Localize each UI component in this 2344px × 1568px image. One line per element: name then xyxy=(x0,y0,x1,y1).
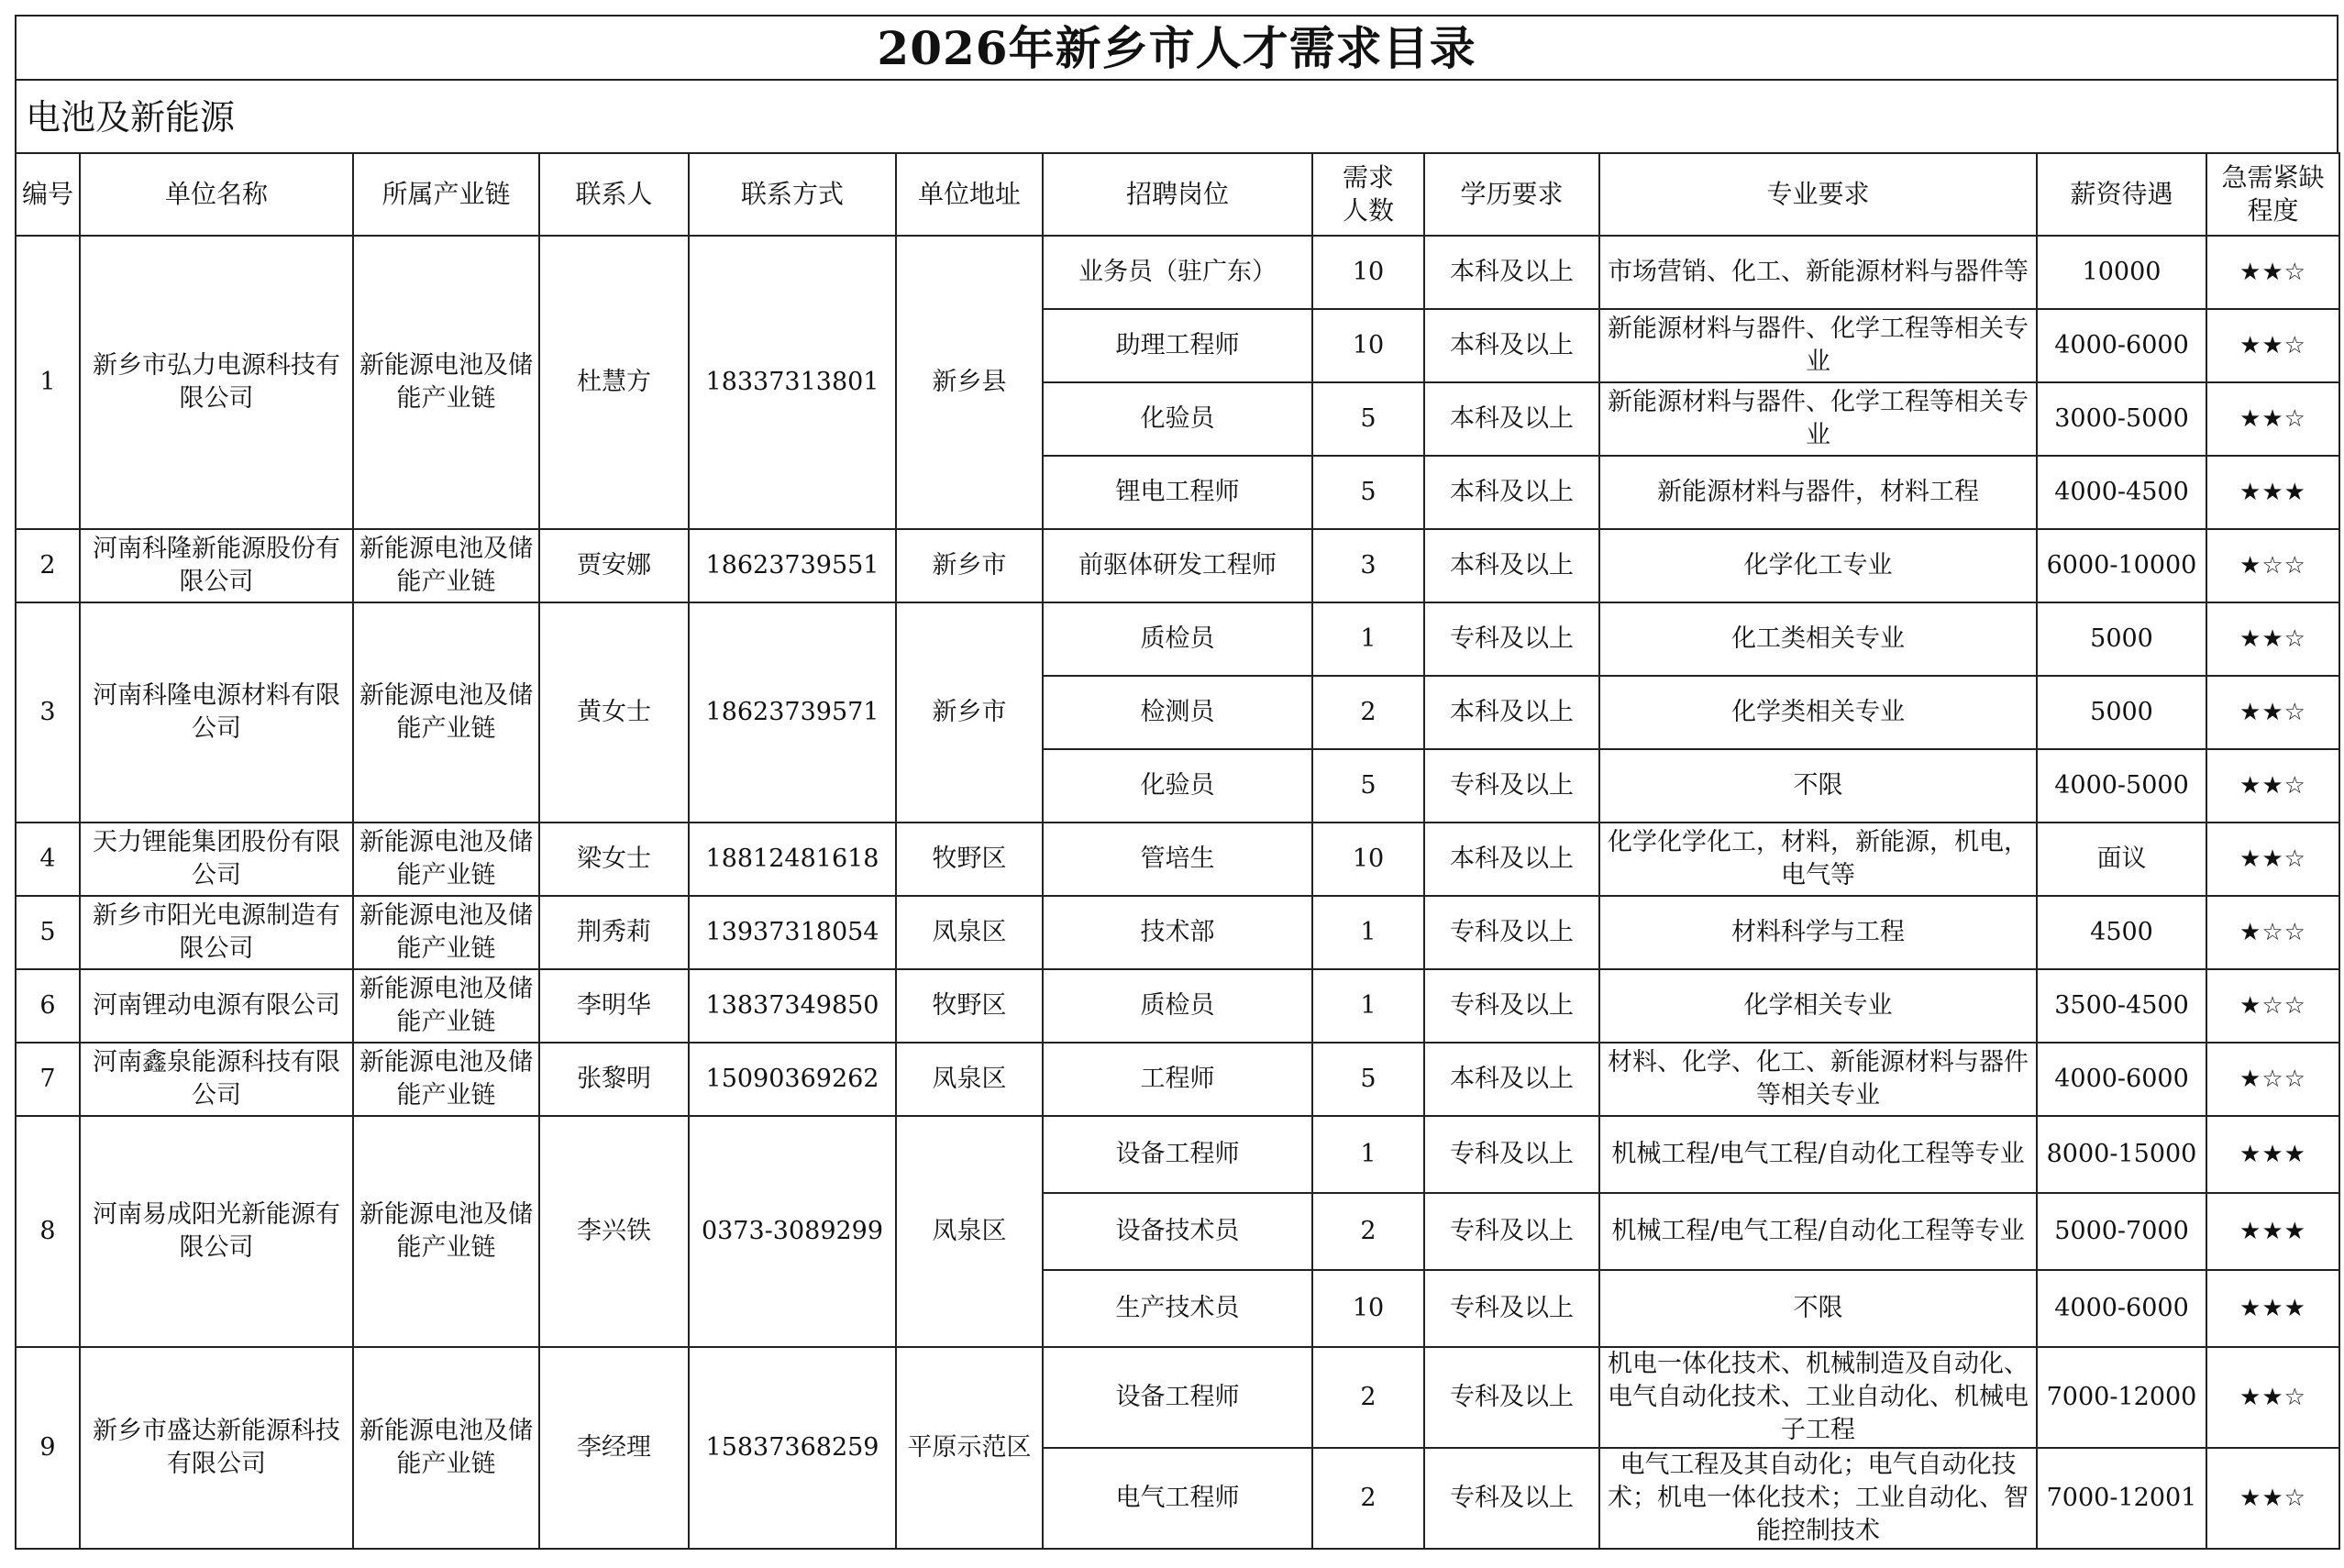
job-count: 2 xyxy=(1312,1193,1424,1270)
job-post: 质检员 xyxy=(1043,969,1312,1043)
job-urgency: ★★★ xyxy=(2206,1193,2339,1270)
job-post: 生产技术员 xyxy=(1043,1270,1312,1347)
table-row xyxy=(16,969,2339,1043)
company-number: 4 xyxy=(16,823,80,896)
job-urgency: ★★☆ xyxy=(2206,602,2339,676)
job-post: 技术部 xyxy=(1043,896,1312,969)
contact-person: 黄女士 xyxy=(539,602,689,823)
company-address: 新乡市 xyxy=(896,602,1043,823)
job-salary: 5000 xyxy=(2037,602,2206,676)
company-number: 2 xyxy=(16,529,80,602)
industry-chain: 新能源电池及储能产业链 xyxy=(353,602,539,823)
header-col-post: 招聘岗位 xyxy=(1043,153,1312,236)
contact-person: 李兴铁 xyxy=(539,1116,689,1347)
job-count: 10 xyxy=(1312,823,1424,896)
job-count: 5 xyxy=(1312,382,1424,456)
company-name: 新乡市弘力电源科技有限公司 xyxy=(80,236,353,529)
job-urgency: ★☆☆ xyxy=(2206,1043,2339,1116)
job-major: 化学化工专业 xyxy=(1599,529,2037,602)
contact-phone: 0373-3089299 xyxy=(689,1116,896,1347)
job-post: 检测员 xyxy=(1043,676,1312,749)
job-salary: 4000-6000 xyxy=(2037,1270,2206,1347)
table-row xyxy=(16,896,2339,969)
job-salary: 10000 xyxy=(2037,236,2206,309)
job-major: 机械工程/电气工程/自动化工程等专业 xyxy=(1599,1193,2037,1270)
contact-person: 李经理 xyxy=(539,1347,689,1549)
job-major: 电气工程及其自动化；电气自动化技术；机电一体化技术；工业自动化、智能控制技术 xyxy=(1599,1448,2037,1549)
contact-phone: 15090369262 xyxy=(689,1043,896,1116)
table-row xyxy=(16,823,2339,896)
job-education: 专科及以上 xyxy=(1424,749,1599,823)
contact-person: 张黎明 xyxy=(539,1043,689,1116)
header-col-company: 单位名称 xyxy=(80,153,353,236)
job-post: 设备工程师 xyxy=(1043,1116,1312,1193)
contact-phone: 15837368259 xyxy=(689,1347,896,1549)
job-salary: 6000-10000 xyxy=(2037,529,2206,602)
job-urgency: ★★☆ xyxy=(2206,1448,2339,1549)
job-count: 10 xyxy=(1312,236,1424,309)
job-count: 1 xyxy=(1312,896,1424,969)
contact-person: 贾安娜 xyxy=(539,529,689,602)
contact-phone: 18623739571 xyxy=(689,602,896,823)
job-education: 本科及以上 xyxy=(1424,676,1599,749)
company-number: 8 xyxy=(16,1116,80,1347)
industry-chain: 新能源电池及储能产业链 xyxy=(353,236,539,529)
job-urgency: ★★★ xyxy=(2206,456,2339,529)
job-post: 电气工程师 xyxy=(1043,1448,1312,1549)
table-body xyxy=(16,236,2339,1549)
company-address: 凤泉区 xyxy=(896,1116,1043,1347)
job-count: 1 xyxy=(1312,969,1424,1043)
company-number: 6 xyxy=(16,969,80,1043)
job-major: 新能源材料与器件，材料工程 xyxy=(1599,456,2037,529)
company-number: 1 xyxy=(16,236,80,529)
job-salary: 7000-12001 xyxy=(2037,1448,2206,1549)
job-count: 2 xyxy=(1312,676,1424,749)
industry-chain: 新能源电池及储能产业链 xyxy=(353,1043,539,1116)
job-count: 2 xyxy=(1312,1448,1424,1549)
header-col-contact: 联系人 xyxy=(539,153,689,236)
job-salary: 5000 xyxy=(2037,676,2206,749)
job-education: 本科及以上 xyxy=(1424,309,1599,382)
job-count: 1 xyxy=(1312,1116,1424,1193)
company-name: 新乡市盛达新能源科技有限公司 xyxy=(80,1347,353,1549)
job-count: 5 xyxy=(1312,456,1424,529)
job-salary: 4500 xyxy=(2037,896,2206,969)
table-row xyxy=(16,1043,2339,1116)
company-number: 7 xyxy=(16,1043,80,1116)
job-urgency: ★★☆ xyxy=(2206,236,2339,309)
job-salary: 8000-15000 xyxy=(2037,1116,2206,1193)
company-address: 平原示范区 xyxy=(896,1347,1043,1549)
industry-chain: 新能源电池及储能产业链 xyxy=(353,969,539,1043)
header-col-salary: 薪资待遇 xyxy=(2037,153,2206,236)
header-col-address: 单位地址 xyxy=(896,153,1043,236)
job-education: 专科及以上 xyxy=(1424,1448,1599,1549)
job-count: 3 xyxy=(1312,529,1424,602)
company-number: 5 xyxy=(16,896,80,969)
company-name: 天力锂能集团股份有限公司 xyxy=(80,823,353,896)
job-post: 设备技术员 xyxy=(1043,1193,1312,1270)
company-name: 河南科隆电源材料有限公司 xyxy=(80,602,353,823)
job-count: 5 xyxy=(1312,749,1424,823)
contact-person: 杜慧方 xyxy=(539,236,689,529)
header-col-number: 编号 xyxy=(16,153,80,236)
company-address: 牧野区 xyxy=(896,969,1043,1043)
company-address: 牧野区 xyxy=(896,823,1043,896)
job-education: 本科及以上 xyxy=(1424,529,1599,602)
company-name: 河南锂动电源有限公司 xyxy=(80,969,353,1043)
job-major: 市场营销、化工、新能源材料与器件等 xyxy=(1599,236,2037,309)
job-education: 专科及以上 xyxy=(1424,969,1599,1043)
header-col-urgency: 急需紧缺 程度 xyxy=(2206,153,2339,236)
job-urgency: ★★☆ xyxy=(2206,1347,2339,1448)
header-col-education: 学历要求 xyxy=(1424,153,1599,236)
job-major: 材料科学与工程 xyxy=(1599,896,2037,969)
table-row xyxy=(16,602,2339,676)
job-post: 质检员 xyxy=(1043,602,1312,676)
job-education: 本科及以上 xyxy=(1424,456,1599,529)
header-col-chain: 所属产业链 xyxy=(353,153,539,236)
job-education: 本科及以上 xyxy=(1424,1043,1599,1116)
industry-chain: 新能源电池及储能产业链 xyxy=(353,529,539,602)
job-major: 化工类相关专业 xyxy=(1599,602,2037,676)
job-education: 专科及以上 xyxy=(1424,1193,1599,1270)
header-row xyxy=(16,153,2339,236)
job-education: 本科及以上 xyxy=(1424,823,1599,896)
job-major: 机电一体化技术、机械制造及自动化、电气自动化技术、工业自动化、机械电子工程 xyxy=(1599,1347,2037,1448)
job-education: 本科及以上 xyxy=(1424,236,1599,309)
company-address: 凤泉区 xyxy=(896,1043,1043,1116)
spreadsheet xyxy=(15,15,2338,1550)
contact-person: 荆秀莉 xyxy=(539,896,689,969)
job-count: 1 xyxy=(1312,602,1424,676)
header-col-count: 需求 人数 xyxy=(1312,153,1424,236)
company-address: 凤泉区 xyxy=(896,896,1043,969)
job-salary: 3000-5000 xyxy=(2037,382,2206,456)
job-post: 设备工程师 xyxy=(1043,1347,1312,1448)
job-major: 不限 xyxy=(1599,749,2037,823)
job-urgency: ★★☆ xyxy=(2206,309,2339,382)
contact-person: 李明华 xyxy=(539,969,689,1043)
table-row xyxy=(16,1116,2339,1193)
job-education: 专科及以上 xyxy=(1424,602,1599,676)
job-salary: 4000-4500 xyxy=(2037,456,2206,529)
job-education: 专科及以上 xyxy=(1424,1347,1599,1448)
job-salary: 3500-4500 xyxy=(2037,969,2206,1043)
industry-chain: 新能源电池及储能产业链 xyxy=(353,823,539,896)
company-number: 3 xyxy=(16,602,80,823)
company-name: 河南鑫泉能源科技有限公司 xyxy=(80,1043,353,1116)
job-post: 业务员（驻广东） xyxy=(1043,236,1312,309)
job-major: 材料、化学、化工、新能源材料与器件等相关专业 xyxy=(1599,1043,2037,1116)
job-post: 管培生 xyxy=(1043,823,1312,896)
company-name: 河南易成阳光新能源有限公司 xyxy=(80,1116,353,1347)
job-post: 化验员 xyxy=(1043,382,1312,456)
job-major: 新能源材料与器件、化学工程等相关专业 xyxy=(1599,382,2037,456)
job-post: 锂电工程师 xyxy=(1043,456,1312,529)
job-education: 专科及以上 xyxy=(1424,1116,1599,1193)
job-major: 化学相关专业 xyxy=(1599,969,2037,1043)
industry-chain: 新能源电池及储能产业链 xyxy=(353,1116,539,1347)
table-row xyxy=(16,529,2339,602)
industry-chain: 新能源电池及储能产业链 xyxy=(353,1347,539,1549)
contact-phone: 18812481618 xyxy=(689,823,896,896)
job-education: 专科及以上 xyxy=(1424,896,1599,969)
header-col-phone: 联系方式 xyxy=(689,153,896,236)
contact-person: 梁女士 xyxy=(539,823,689,896)
job-count: 10 xyxy=(1312,1270,1424,1347)
page-title: 2026年新乡市人才需求目录 xyxy=(15,15,2338,79)
job-education: 本科及以上 xyxy=(1424,382,1599,456)
company-address: 新乡市 xyxy=(896,529,1043,602)
header-col-major: 专业要求 xyxy=(1599,153,2037,236)
job-urgency: ★★☆ xyxy=(2206,749,2339,823)
job-salary: 5000-7000 xyxy=(2037,1193,2206,1270)
job-urgency: ★★☆ xyxy=(2206,823,2339,896)
job-urgency: ★☆☆ xyxy=(2206,529,2339,602)
section-title: 电池及新能源 xyxy=(15,79,2338,152)
job-major: 不限 xyxy=(1599,1270,2037,1347)
company-number: 9 xyxy=(16,1347,80,1549)
talent-table xyxy=(15,152,2340,1550)
job-major: 新能源材料与器件、化学工程等相关专业 xyxy=(1599,309,2037,382)
contact-phone: 18623739551 xyxy=(689,529,896,602)
job-salary: 面议 xyxy=(2037,823,2206,896)
company-name: 新乡市阳光电源制造有限公司 xyxy=(80,896,353,969)
industry-chain: 新能源电池及储能产业链 xyxy=(353,896,539,969)
job-count: 10 xyxy=(1312,309,1424,382)
company-name: 河南科隆新能源股份有限公司 xyxy=(80,529,353,602)
job-education: 专科及以上 xyxy=(1424,1270,1599,1347)
job-post: 工程师 xyxy=(1043,1043,1312,1116)
job-urgency: ★★★ xyxy=(2206,1270,2339,1347)
job-count: 2 xyxy=(1312,1347,1424,1448)
company-address: 新乡县 xyxy=(896,236,1043,529)
table-row xyxy=(16,1347,2339,1448)
job-post: 助理工程师 xyxy=(1043,309,1312,382)
job-salary: 4000-6000 xyxy=(2037,309,2206,382)
job-post: 化验员 xyxy=(1043,749,1312,823)
job-major: 机械工程/电气工程/自动化工程等专业 xyxy=(1599,1116,2037,1193)
table-row xyxy=(16,236,2339,309)
job-post: 前驱体研发工程师 xyxy=(1043,529,1312,602)
job-salary: 4000-6000 xyxy=(2037,1043,2206,1116)
contact-phone: 13937318054 xyxy=(689,896,896,969)
contact-phone: 13837349850 xyxy=(689,969,896,1043)
job-major: 化学类相关专业 xyxy=(1599,676,2037,749)
job-salary: 7000-12000 xyxy=(2037,1347,2206,1448)
job-salary: 4000-5000 xyxy=(2037,749,2206,823)
job-urgency: ★☆☆ xyxy=(2206,969,2339,1043)
job-major: 化学化学化工，材料，新能源，机电，电气等 xyxy=(1599,823,2037,896)
job-urgency: ★☆☆ xyxy=(2206,896,2339,969)
job-urgency: ★★☆ xyxy=(2206,382,2339,456)
job-count: 5 xyxy=(1312,1043,1424,1116)
contact-phone: 18337313801 xyxy=(689,236,896,529)
job-urgency: ★★★ xyxy=(2206,1116,2339,1193)
job-urgency: ★★☆ xyxy=(2206,676,2339,749)
